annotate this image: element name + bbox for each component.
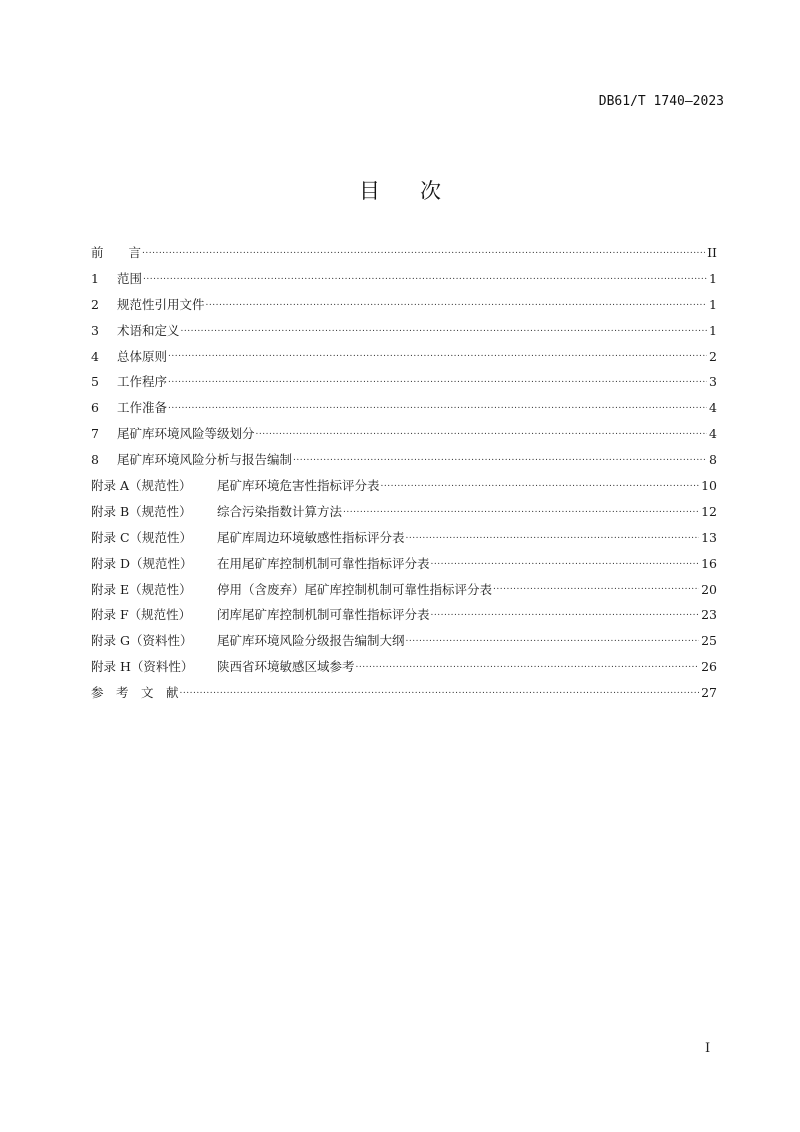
- toc-entry-7[interactable]: [91, 421, 717, 447]
- toc-page: 1: [709, 322, 717, 338]
- toc-entry-5[interactable]: [91, 369, 717, 395]
- appendix-label: 附录 G（资料性）: [91, 633, 193, 649]
- toc-label: 工作程序: [117, 374, 168, 390]
- leader-dots: [180, 681, 700, 706]
- toc-page: 4: [709, 426, 717, 442]
- toc-page: 13: [701, 529, 717, 545]
- toc-page: 12: [701, 503, 717, 519]
- toc-number: 4: [91, 348, 99, 364]
- toc-label: 参 考 文 献: [91, 685, 179, 701]
- appendix-label: 附录 D（规范性）: [91, 555, 193, 571]
- leader-dots: [493, 577, 699, 602]
- toc-label: 停用（含废弃）尾矿库控制机制可靠性指标评分表: [217, 581, 493, 597]
- appendix-label: 附录 B（规范性）: [91, 503, 192, 519]
- toc-number: 8: [91, 452, 99, 468]
- leader-dots: [168, 370, 707, 395]
- leader-dots: [431, 552, 700, 577]
- toc-label: 尾矿库环境风险分级报告编制大纲: [217, 633, 405, 649]
- toc-entry-6[interactable]: [91, 395, 717, 421]
- toc-page: II: [707, 244, 717, 260]
- table-of-contents: [91, 240, 717, 706]
- toc-page: 27: [701, 685, 717, 701]
- title-char-2: 次: [420, 179, 441, 203]
- leader-dots: [406, 629, 700, 654]
- toc-entry-appendix-b[interactable]: [91, 499, 717, 525]
- toc-label: 陕西省环境敏感区域参考: [217, 659, 355, 675]
- toc-label: 尾矿库周边环境敏感性指标评分表: [217, 529, 405, 545]
- leader-dots: [381, 474, 700, 499]
- toc-entry-2[interactable]: [91, 292, 717, 318]
- toc-entry-appendix-a[interactable]: [91, 473, 717, 499]
- toc-label: 术语和定义: [117, 322, 180, 338]
- toc-label: 工作准备: [117, 400, 168, 416]
- leader-dots: [181, 319, 707, 344]
- leader-dots: [293, 448, 707, 473]
- toc-label: 前 言: [91, 244, 142, 260]
- document-code: DB61/T 1740—2023: [598, 94, 724, 109]
- toc-page: 8: [709, 452, 717, 468]
- toc-page: 10: [701, 477, 717, 493]
- title-char-1: 目: [359, 179, 380, 203]
- toc-page: 26: [701, 659, 717, 675]
- toc-page: 3: [709, 374, 717, 390]
- toc-page: 4: [709, 400, 717, 416]
- toc-label: 尾矿库环境危害性指标评分表: [217, 477, 380, 493]
- toc-page: 2: [709, 348, 717, 364]
- appendix-label: 附录 F（规范性）: [91, 607, 192, 623]
- toc-entry-8[interactable]: [91, 447, 717, 473]
- toc-label: 综合污染指数计算方法: [217, 503, 343, 519]
- toc-page: 1: [709, 296, 717, 312]
- toc-number: 2: [91, 296, 99, 312]
- leader-dots: [206, 293, 707, 318]
- leader-dots: [406, 526, 700, 551]
- page-number: I: [705, 1041, 711, 1056]
- appendix-label: 附录 E（规范性）: [91, 581, 192, 597]
- page-title: [0, 175, 800, 205]
- toc-entry-appendix-d[interactable]: [91, 551, 717, 577]
- leader-dots: [343, 500, 699, 525]
- appendix-label: 附录 H（资料性）: [91, 659, 194, 675]
- leader-dots: [356, 655, 700, 680]
- leader-dots: [168, 344, 707, 369]
- toc-label: 规范性引用文件: [117, 296, 205, 312]
- toc-number: 3: [91, 322, 99, 338]
- toc-label: 尾矿库环境风险等级划分: [117, 426, 255, 442]
- toc-number: 6: [91, 400, 99, 416]
- toc-page: 23: [701, 607, 717, 623]
- leader-dots: [168, 396, 707, 421]
- toc-entry-1[interactable]: [91, 266, 717, 292]
- toc-entry-appendix-c[interactable]: [91, 525, 717, 551]
- toc-entry-references[interactable]: [91, 680, 717, 706]
- toc-page: 1: [709, 270, 717, 286]
- toc-label: 范围: [117, 270, 143, 286]
- leader-dots: [143, 267, 707, 292]
- toc-page: 20: [701, 581, 717, 597]
- toc-number: 7: [91, 426, 99, 442]
- toc-entry-appendix-f[interactable]: [91, 602, 717, 628]
- toc-entry-4[interactable]: [91, 344, 717, 370]
- toc-label: 闭库尾矿库控制机制可靠性指标评分表: [217, 607, 430, 623]
- toc-number: 5: [91, 374, 99, 390]
- toc-page: 25: [701, 633, 717, 649]
- appendix-label: 附录 C（规范性）: [91, 529, 193, 545]
- toc-label: 总体原则: [117, 348, 168, 364]
- leader-dots: [142, 241, 705, 266]
- toc-entry-appendix-g[interactable]: [91, 628, 717, 654]
- toc-entry-foreword[interactable]: [91, 240, 717, 266]
- toc-label: 尾矿库环境风险分析与报告编制: [117, 452, 293, 468]
- toc-label: 在用尾矿库控制机制可靠性指标评分表: [217, 555, 430, 571]
- appendix-label: 附录 A（规范性）: [91, 477, 192, 493]
- leader-dots: [431, 603, 700, 628]
- toc-page: 16: [701, 555, 717, 571]
- toc-number: 1: [91, 270, 99, 286]
- toc-entry-appendix-e[interactable]: [91, 577, 717, 603]
- leader-dots: [256, 422, 707, 447]
- toc-entry-appendix-h[interactable]: [91, 654, 717, 680]
- toc-entry-3[interactable]: [91, 318, 717, 344]
